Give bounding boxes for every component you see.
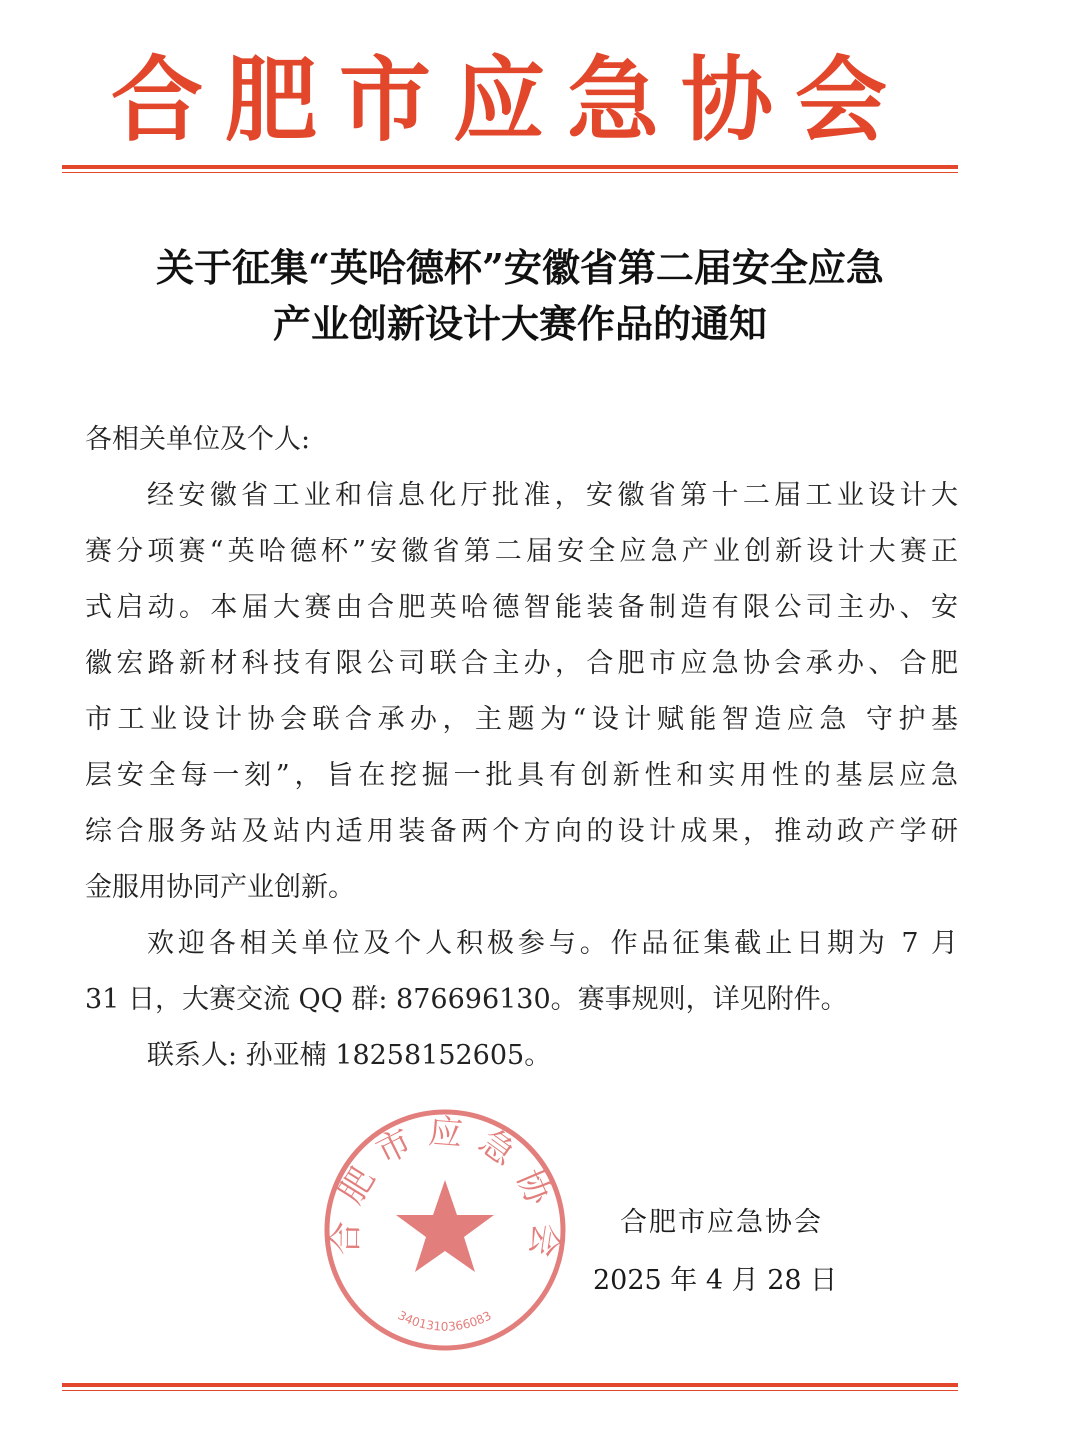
issue-date: 2025 年 4 月 28 日 [593, 1265, 838, 1296]
salutation: 各相关单位及个人: [85, 424, 311, 455]
contact-line: 联系人: 孙亚楠 18258152605。 [147, 1040, 552, 1071]
document-title [62, 240, 978, 352]
body-line: 经安徽省工业和信息化厅批准，安徽省第十二届工业设计大 [147, 480, 958, 511]
title-line-1: 关于征集“英哈德杯”安徽省第二届安全应急 [156, 245, 884, 290]
svg-text:3401310366083 [396, 1308, 494, 1334]
seal-code: 3401310366083 [395, 1308, 494, 1334]
paragraph-invitation [85, 916, 958, 1028]
body-line: 层安全每一刻”，旨在挖掘一批具有创新性和实用性的基层应急 [85, 760, 958, 791]
paragraph-announcement [85, 468, 958, 916]
body-line: 31 日，大赛交流 QQ 群: 876696130。赛事规则，详见附件。 [85, 984, 848, 1015]
body-line: 市工业设计协会联合承办，主题为“设计赋能智造应急 守护基 [85, 704, 958, 735]
body-line: 徽宏路新材科技有限公司联合主办，合肥市应急协会承办、合肥 [85, 648, 958, 679]
header-divider [62, 165, 958, 169]
footer-divider [62, 1383, 958, 1387]
seal-text: 合肥市应急协会 [325, 1111, 567, 1274]
body-line: 赛分项赛“英哈德杯”安徽省第二届安全应急产业创新设计大赛正 [85, 536, 958, 567]
signature-org: 合肥市应急协会 [620, 1207, 823, 1238]
title-line-2: 产业创新设计大赛作品的通知 [272, 301, 767, 346]
masthead-org-name: 合肥市应急协会 [110, 46, 909, 154]
body-line: 金服用协同产业创新。 [85, 872, 355, 903]
body-line: 欢迎各相关单位及个人积极参与。作品征集截止日期为 7 月 [147, 928, 958, 959]
body-line: 综合服务站及站内适用装备两个方向的设计成果，推动政产学研 [85, 816, 958, 847]
official-seal [320, 1105, 570, 1355]
body-line: 式启动。本届大赛由合肥英哈德智能装备制造有限公司主办、安 [85, 592, 958, 623]
star-icon [396, 1180, 494, 1272]
document-body [85, 412, 958, 1084]
